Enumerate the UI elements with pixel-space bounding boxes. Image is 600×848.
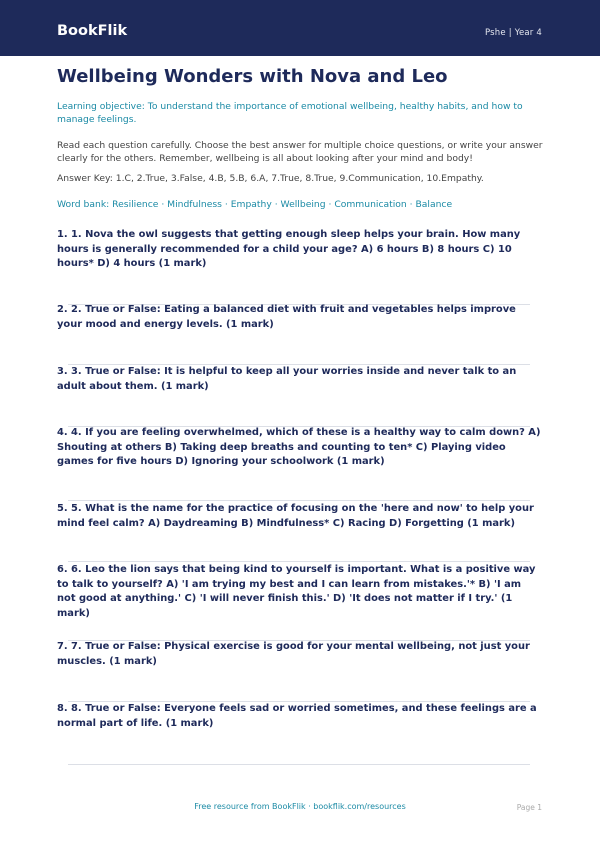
question-7: 7. 7. True or False: Physical exercise is good for your mental wellbeing, not just your muscles. (1 mark) [57, 641, 530, 667]
question-2: 2. 2. True or False: Eating a balanced diet with fruit and vegetables helps improve your mood and energy levels. (1 mark) [57, 304, 516, 330]
answer-key: Answer Key: 1.C, 2.True, 3.False, 4.B, 5.B, 6.A, 7.True, 8.True, 9.Communication, 10.Empathy. [57, 173, 484, 184]
question-4: 4. 4. If you are feeling overwhelmed, which of these is a healthy way to calm down? A) Shouting at others B) Taking deep breaths and counting to ten* C) Playing video games for five hours D) Ignoring your schoolwork (1 mark) [57, 427, 541, 468]
footer-resource-link[interactable]: Free resource from BookFlik · bookflik.com/resources [194, 802, 406, 811]
question-5: 5. 5. What is the name for the practice of focusing on the 'here and now' to help your mind feel calm? A) Daydreaming B) Mindfulness* C) Racing D) Forgetting (1 mark) [57, 503, 534, 529]
question-8: 8. 8. True or False: Everyone feels sad or worried sometimes, and these feelings are a normal part of life. (1 mark) [57, 703, 537, 729]
learning-objective: Learning objective: To understand the importance of emotional wellbeing, healthy habits, and how to manage feelings. [57, 101, 523, 126]
brand-logo-text[interactable]: BookFlik [57, 23, 128, 39]
instructions-text: Read each question carefully. Choose the best answer for multiple choice questions, or write your answer clearly for the others. Remember, wellbeing is all about looking after your mind and body! [57, 140, 543, 165]
question-3: 3. 3. True or False: It is helpful to keep all your worries inside and never talk to an adult about them. (1 mark) [57, 366, 517, 392]
word-bank: Word bank: Resilience · Mindfulness · Empathy · Wellbeing · Communication · Balance [57, 199, 453, 210]
answer-line-8[interactable] [68, 764, 530, 765]
page-number: Page 1 [516, 803, 542, 812]
question-1: 1. 1. Nova the owl suggests that getting enough sleep helps your brain. How many hours is generally recommended for a child your age? A) 6 hours B) 8 hours C) 10 hours* D) 4 hours (1 mark) [57, 229, 521, 270]
worksheet-title: Wellbeing Wonders with Nova and Leo [57, 66, 448, 87]
page-header [0, 0, 600, 56]
answer-line-4[interactable] [68, 500, 530, 501]
answer-line-5[interactable] [68, 561, 530, 562]
question-6: 6. 6. Leo the lion says that being kind to yourself is important. What is a positive way to talk to yourself? A) 'I am trying my best and I can learn from mistakes.'* B) 'I am not good at anything.' C) 'I will never finish this.' D) 'It does not matter if I try.' (1 mark) [57, 564, 536, 619]
subject-year-label: Pshe | Year 4 [485, 28, 542, 38]
